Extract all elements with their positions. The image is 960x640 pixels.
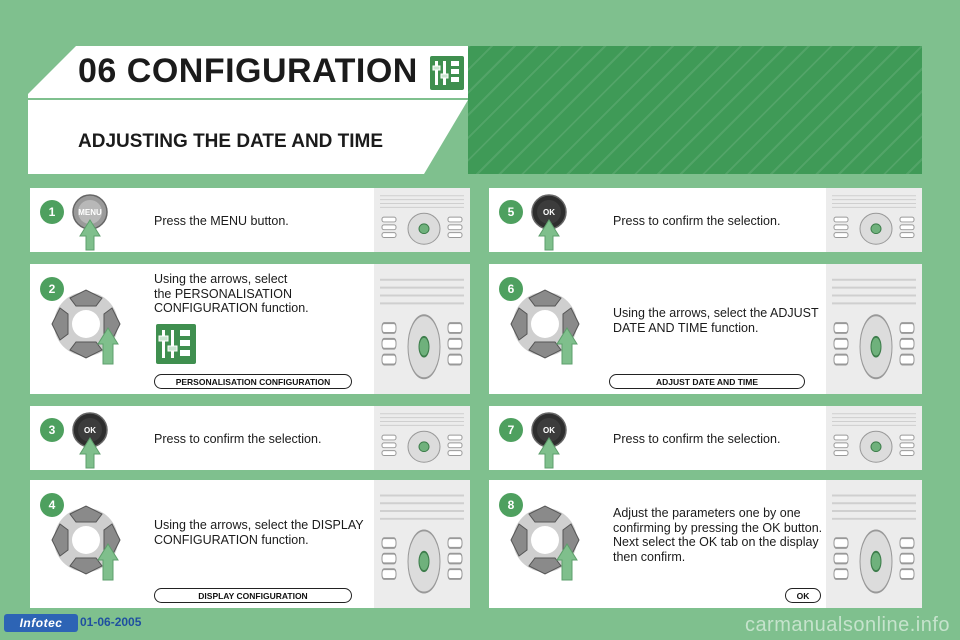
step-description: Adjust the parameters one by one confirming by pressing the OK button. Next select the OK tab on the display then confirm.	[613, 506, 823, 564]
button-label: OK	[543, 208, 555, 217]
infotec-logo: Infotec	[4, 614, 78, 632]
menu-button-icon	[60, 192, 120, 257]
ok-button-icon	[60, 410, 120, 475]
step-3	[30, 406, 470, 470]
radio-panel-thumbnail	[374, 188, 470, 252]
display-menu-label: PERSONALISATION CONFIGURATION	[154, 374, 352, 389]
step-description: Press to confirm the selection.	[154, 432, 322, 446]
ok-button-icon	[519, 410, 579, 475]
radio-panel-thumbnail	[374, 480, 470, 608]
radio-panel-thumbnail	[374, 264, 470, 394]
decorative-hatched-panel	[468, 46, 922, 174]
arrow-pad-icon	[505, 284, 589, 373]
button-label: MENU	[78, 208, 102, 217]
display-menu-label: ADJUST DATE AND TIME	[609, 374, 805, 389]
step-7	[489, 406, 922, 470]
step-number-badge: 3	[40, 418, 64, 442]
step-number-badge: 1	[40, 200, 64, 224]
display-menu-label: DISPLAY CONFIGURATION	[154, 588, 352, 603]
step-4	[30, 480, 470, 608]
arrow-pad-icon	[505, 500, 589, 589]
radio-panel-thumbnail	[826, 480, 922, 608]
page-subtitle: ADJUSTING THE DATE AND TIME	[78, 131, 384, 152]
radio-panel-thumbnail	[826, 406, 922, 470]
step-number-badge: 8	[499, 493, 523, 517]
step-description: Using the arrows, select the PERSONALISATION CONFIGURATION function.	[154, 272, 309, 315]
arrow-pad-icon	[46, 284, 130, 373]
ok-button-icon	[519, 192, 579, 257]
page-title: 06 CONFIGURATION	[78, 52, 418, 90]
step-1	[30, 188, 470, 252]
footer-date: 01-06-2005	[80, 615, 142, 629]
radio-panel-thumbnail	[826, 264, 922, 394]
step-2	[30, 264, 470, 394]
step-number-badge: 6	[499, 277, 523, 301]
step-description: Using the arrows, select the DISPLAY CONFIGURATION function.	[154, 518, 364, 547]
watermark: carmanualsonline.info	[744, 614, 950, 636]
step-description: Press the MENU button.	[154, 214, 289, 228]
step-5	[489, 188, 922, 252]
step-number-badge: 2	[40, 277, 64, 301]
button-label: OK	[543, 426, 555, 435]
step-description: Using the arrows, select the ADJUST DATE AND TIME function.	[613, 306, 819, 335]
step-number-badge: 5	[499, 200, 523, 224]
step-description: Press to confirm the selection.	[613, 214, 781, 228]
config-sliders-icon	[156, 324, 196, 369]
display-menu-label: OK	[785, 588, 821, 603]
config-sliders-icon	[430, 56, 464, 90]
step-description: Press to confirm the selection.	[613, 432, 781, 446]
button-label: OK	[84, 426, 96, 435]
radio-panel-thumbnail	[826, 188, 922, 252]
arrow-pad-icon	[46, 500, 130, 589]
step-8	[489, 480, 922, 608]
step-number-badge: 7	[499, 418, 523, 442]
step-6	[489, 264, 922, 394]
radio-panel-thumbnail	[374, 406, 470, 470]
step-number-badge: 4	[40, 493, 64, 517]
